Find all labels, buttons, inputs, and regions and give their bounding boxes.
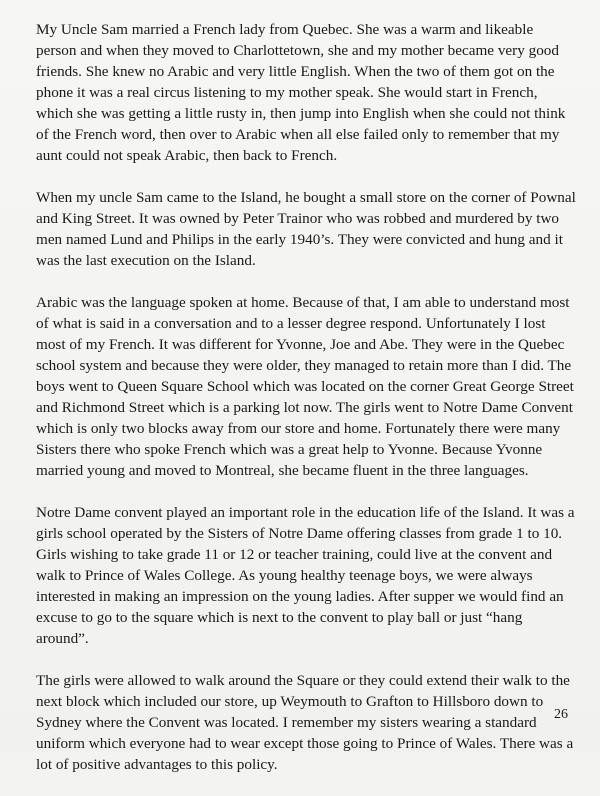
paragraph-uncle-sam-store: When my uncle Sam came to the Island, he bought a small store on the corner of Pownal and King Street. It was owned by Peter Trainor who was robbed and murdered by two men named Lund and Philips in the early 1940’s. They were convicted and hung and it was the last execution on the Island. <box>36 189 576 269</box>
page-number: 26 <box>554 707 568 722</box>
paragraph-girls-walk: The girls were allowed to walk around the Square or they could extend their walk to the next block which included our store, up Weymouth to Grafton to Hillsboro down to Sydney where the Convent was located. I remember my sisters wearing a standard uniform which everyone had to wear except those going to Prince of Wales. There was a lot of positive advantages to this policy. <box>36 672 574 773</box>
paragraph-languages: Arabic was the language spoken at home. Because of that, I am able to understand most of what is said in a conversation and to a lesser degree respond. Unfortunately I lost most of my French. It was different for Yvonne, Joe and Abe. They were in the Quebec school system and because they were older, they managed to retain more than I did. The boys went to Queen Square School which was located on the corner Great George Street and Richmond Street which is a parking lot now. The girls went to Notre Dame Convent which is only two blocks away from our store and home. Fortunately there were many Sisters there who spoke French which was a great help to Yvonne. Because Yvonne married young and moved to Montreal, she became fluent in the three languages. <box>36 294 574 479</box>
paragraph-notre-dame-convent: Notre Dame convent played an important role in the education life of the Island. It was a girls school operated by the Sisters of Notre Dame offering classes from grade 1 to 10. Girls wishing to take grade 11 or 12 or teacher training, could live at the convent and walk to Prince of Wales College. As young healthy teenage boys, we were always interested in making an impression on the young ladies. After supper we would find an excuse to go to the square which is next to the convent to play ball or just “hang around”. <box>36 504 575 647</box>
document-body <box>36 19 576 796</box>
paragraph-uncle-sam-marriage: My Uncle Sam married a French lady from Quebec. She was a warm and likeable person and when they moved to Charlottetown, she and my mother became very good friends. She knew no Arabic and very little English. When the two of them got on the phone it was a real circus listening to my mother speak. She would start in French, which she was getting a little rusty in, then jump into English when she could not think of the French word, then over to Arabic when all else failed only to remember that my aunt could not speak Arabic, then back to French. <box>36 21 566 164</box>
